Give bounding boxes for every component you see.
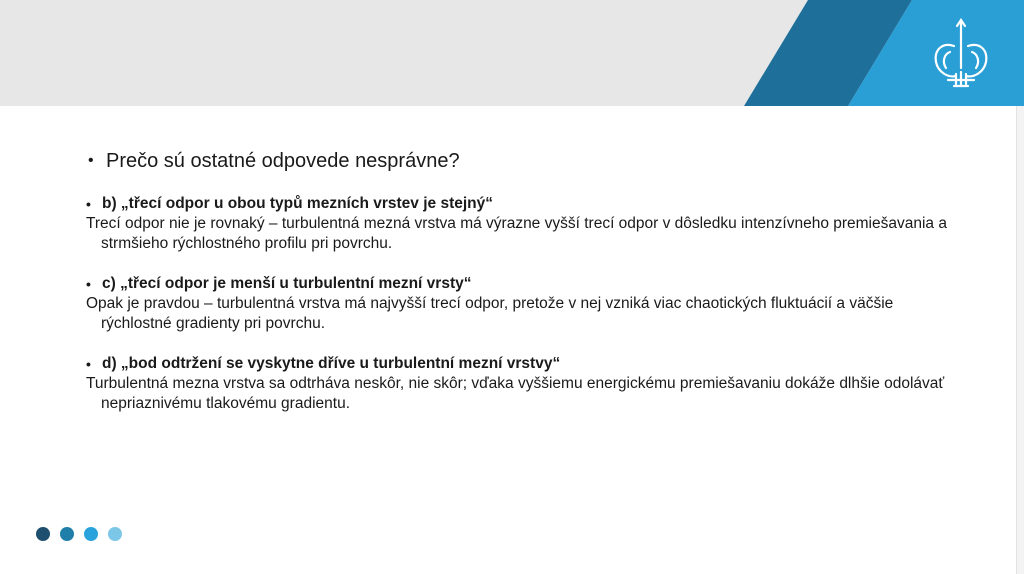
right-edge-panel	[1016, 106, 1024, 574]
slide-content	[86, 148, 966, 434]
bullet-icon: •	[86, 276, 91, 292]
dot-3-icon	[84, 527, 98, 541]
answer-item-d	[86, 354, 966, 414]
dot-2-icon	[60, 527, 74, 541]
header-decoration	[0, 0, 1024, 106]
bullet-icon: •	[86, 196, 91, 212]
answer-title	[86, 194, 966, 214]
dot-4-icon	[108, 527, 122, 541]
question-text: Prečo sú ostatné odpovede nesprávne?	[106, 150, 460, 172]
university-emblem-icon	[926, 16, 996, 92]
bullet-icon: •	[86, 356, 91, 372]
bullet-icon: •	[88, 152, 94, 169]
answer-title	[86, 354, 966, 374]
answer-explanation: Opak je pravdou – turbulentná vrstva má najvyšší trecí odpor, pretože v nej vzniká viac chaotických fluktuácií a väčšie rýchlostné gradienty pri povrchu.	[86, 295, 894, 332]
answer-explanation: Trecí odpor nie je rovnaký – turbulentná mezná vrstva má výrazne vyšší trecí odpor v dôsledku intenzívneho premiešavania a strmšieho rýchlostného profilu pri povrchu.	[86, 215, 947, 252]
answer-explanation: Turbulentná mezna vrstva sa odtrháva neskôr, nie skôr; vďaka vyššiemu energickému premiešavaniu dokáže dlhšie odolávať nepriaznivému tlakovému gradientu.	[86, 375, 945, 412]
answer-title-text: c) „třecí odpor je menší u turbulentní mezní vrsty“	[102, 275, 472, 292]
answer-title	[86, 274, 966, 294]
question-heading	[86, 148, 966, 174]
answer-title-text: b) „třecí odpor u obou typů mezních vrstev je stejný“	[102, 195, 494, 212]
answer-item-c	[86, 274, 966, 334]
answer-item-b	[86, 194, 966, 254]
answer-title-text: d) „bod odtržení se vyskytne dříve u turbulentní mezní vrstvy“	[102, 355, 561, 372]
dot-1-icon	[36, 527, 50, 541]
decorative-dots	[36, 527, 122, 541]
